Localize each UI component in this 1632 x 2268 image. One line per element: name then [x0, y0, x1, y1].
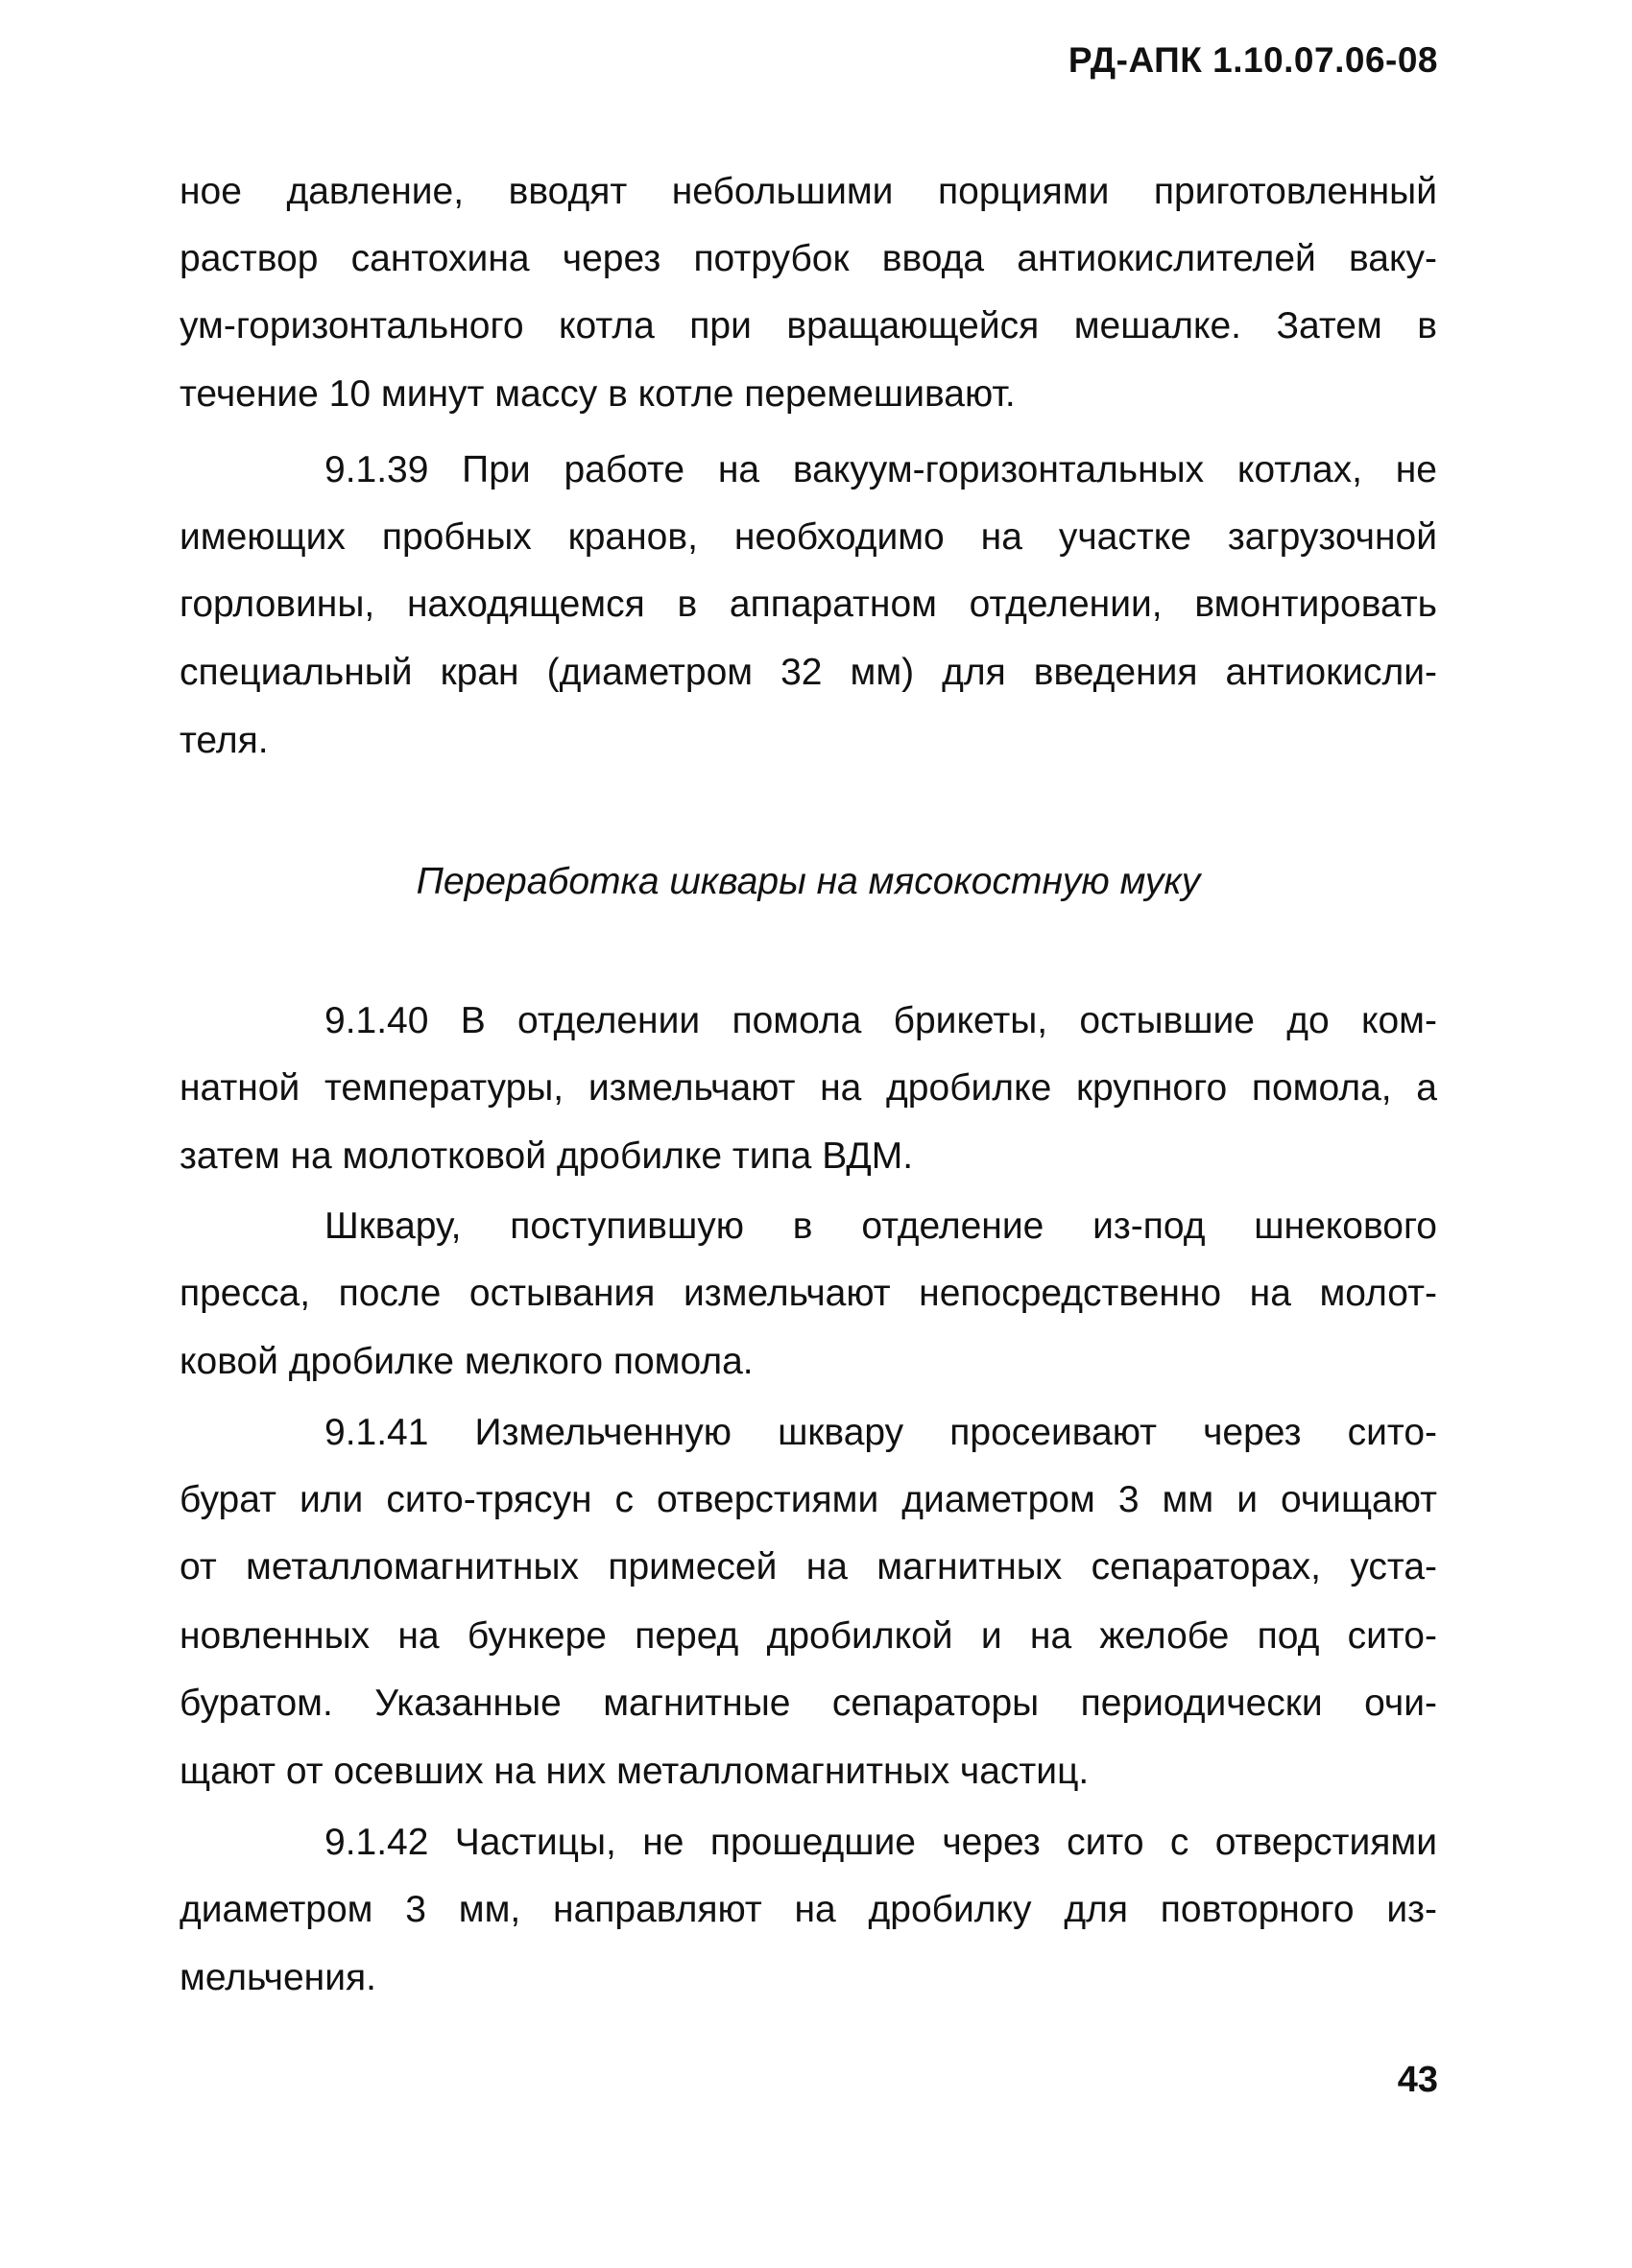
text-line: имеющих пробных кранов, необходимо на участке загрузочной — [180, 516, 1437, 558]
text-line: течение 10 минут массу в котле перемешивают. — [180, 373, 1016, 415]
section-heading: Переработка шквары на мясокостную муку — [416, 861, 1201, 902]
text-line: 9.1.41 Измельченную шквару просеивают через сито- — [324, 1412, 1437, 1453]
text-line: новленных на бункере перед дробилкой и на желобе под сито- — [180, 1615, 1437, 1657]
page-number: 43 — [1397, 2060, 1438, 2100]
text-line: Шквару, поступившую в отделение из-под шнекового — [324, 1206, 1437, 1247]
text-line: бурат или сито-трясун с отверстиями диаметром 3 мм и очищают — [180, 1479, 1437, 1520]
text-line: раствор сантохина через потрубок ввода антиокислителей ваку- — [180, 238, 1437, 279]
text-line: теля. — [180, 720, 269, 761]
text-line: натной температуры, измельчают на дробилке крупного помола, а — [180, 1067, 1437, 1109]
text-line: 9.1.39 При работе на вакуум-горизонтальных котлах, не — [324, 449, 1437, 490]
text-line: затем на молотковой дробилке типа ВДМ. — [180, 1135, 914, 1177]
text-line: диаметром 3 мм, направляют на дробилку для повторного из- — [180, 1889, 1437, 1930]
text-line: 9.1.42 Частицы, не прошедшие через сито с отверстиями — [324, 1822, 1437, 1863]
text-line: мельчения. — [180, 1957, 376, 1998]
text-line: буратом. Указанные магнитные сепараторы периодически очи- — [180, 1683, 1437, 1724]
document-code: РД-АПК 1.10.07.06-08 — [1068, 40, 1438, 80]
text-line: ное давление, вводят небольшими порциями приготовленный — [180, 171, 1437, 212]
text-line: горловины, находящемся в аппаратном отделении, вмонтировать — [180, 584, 1437, 625]
text-line: от металломагнитных примесей на магнитных сепараторах, уста- — [180, 1546, 1437, 1588]
text-line: ковой дробилке мелкого помола. — [180, 1341, 754, 1382]
text-line: ум-горизонтального котла при вращающейся мешалке. Затем в — [180, 305, 1437, 346]
text-line: щают от осевших на них металломагнитных частиц. — [180, 1751, 1090, 1792]
text-line: специальный кран (диаметром 32 мм) для введения антиокисли- — [180, 652, 1437, 693]
text-line: 9.1.40 В отделении помола брикеты, остывшие до ком- — [324, 1000, 1437, 1041]
text-line: пресса, после остывания измельчают непосредственно на молот- — [180, 1273, 1437, 1314]
